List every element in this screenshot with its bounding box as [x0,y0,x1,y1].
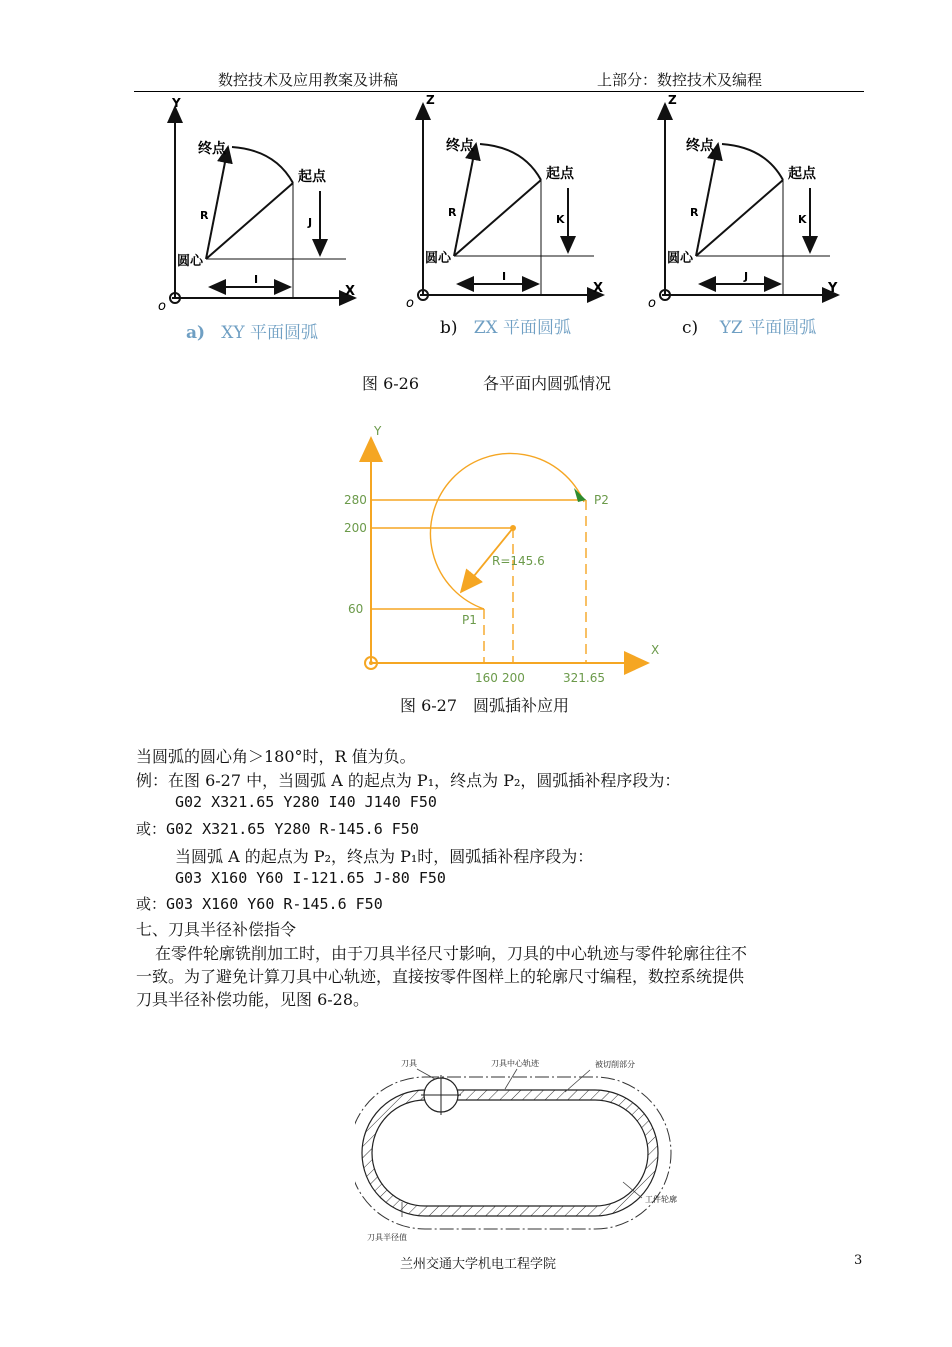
panel-b-axis-h: X [593,281,604,296]
fig-6-27-ytick-60: 60 [348,602,364,616]
para-line-3: 刀具半径补偿功能，见图 6-28。 [136,990,370,1009]
fig-6-28-radius-value: 刀具半径值 [367,1233,407,1242]
fig-6-28-tool: 刀具 [401,1059,417,1068]
panel-a-r: R [200,209,209,222]
panel-a-axis-h: X [345,284,356,299]
panel-b-dh: I [502,270,507,283]
fig-6-27-radius: R=145.6 [492,554,545,568]
panel-c-dv: K [798,213,807,226]
section-heading: 七、刀具半径补偿指令 [136,920,297,939]
panel-a-caption [186,318,318,343]
panel-a-end: 终点 [198,141,226,157]
panel-b-diagram [406,95,603,311]
text-line-2: 例：在图 6-27 中，当圆弧 A 的起点为 P₁，终点为 P₂，圆弧插补程序段为： [136,771,681,790]
fig-6-27-xtick-321: 321.65 [563,671,605,685]
panel-a-diagram [158,96,355,314]
fig-6-27-caption: 图 6-27 圆弧插补应用 [400,696,570,715]
fig-6-26-caption-number: 图 6-26 [362,374,420,393]
panel-b-end: 终点 [446,138,474,154]
header-rule [134,91,864,92]
panel-b-center: 圆心 [425,251,452,266]
panel-b-caption [440,313,571,338]
panel-b-r: R [448,206,457,219]
panel-c-r: R [690,206,699,219]
panel-a-dh: I [254,273,259,286]
fig-6-27-ytick-200: 200 [344,521,367,535]
fig-6-26 [150,95,860,345]
fig-6-28 [355,1052,695,1244]
panel-c-axis-v: Z [668,95,677,107]
panel-a-origin: o [158,299,166,314]
panel-a-start: 起点 [298,169,326,185]
para-line-2: 一致。为了避免计算刀具中心轨迹，直接按零件图样上的轮廓尺寸编程，数控系统提供 [136,967,745,986]
panel-b-label: b) [440,318,458,338]
fig-6-27-xtick-200: 200 [502,671,525,685]
panel-c-origin: o [648,296,656,311]
para-line-1: 在零件轮廓铣削加工时，由于刀具半径尺寸影响，刀具的中心轨迹与零件轮廓往往不 [155,944,748,963]
panel-b-dv: K [556,213,565,226]
panel-a-center: 圆心 [177,254,204,269]
fig-6-27-axis-x: X [651,643,660,657]
text-line-1: 当圆弧的圆心角＞180°时，R 值为负。 [136,747,416,766]
text-line-5: 当圆弧 A 的起点为 P₂，终点为 P₁时，圆弧插补程序段为： [175,847,594,866]
panel-b-axis-v: Z [426,95,435,107]
panel-c-title: YZ 平面圆弧 [719,318,817,338]
panel-b-start: 起点 [546,166,574,182]
fig-6-28-contour: 工件轮廓 [645,1195,677,1204]
fig-6-28-center-path: 刀具中心轨迹 [491,1059,539,1068]
footer-school: 兰州交通大学机电工程学院 [400,1257,557,1272]
panel-c-start: 起点 [788,166,816,182]
panel-c-caption [682,313,816,338]
fig-6-27-xtick-160: 160 [475,671,498,685]
panel-a-dv: J [308,216,313,229]
fig-6-27-ytick-280: 280 [344,493,367,507]
panel-c-dh: J [744,270,749,283]
panel-b-title: ZX 平面圆弧 [473,318,572,338]
text-line-6: G03 X160 Y60 I-121.65 J-80 F50 [175,869,446,887]
text-line-4: 或：G02 X321.65 Y280 R-145.6 F50 [136,820,419,838]
panel-c-diagram [648,95,838,311]
panel-c-label: c) [682,318,699,338]
panel-c-end: 终点 [686,138,714,154]
panel-a-label: a) [186,323,206,343]
panel-a-title: XY 平面圆弧 [221,323,319,343]
fig-6-27-p1: P1 [462,613,477,627]
fig-6-27-axis-y: Y [374,424,382,438]
text-line-3: G02 X321.65 Y280 I40 J140 F50 [175,793,437,811]
header-left: 数控技术及应用教案及讲稿 [218,71,399,89]
panel-c-center: 圆心 [667,251,694,266]
text-line-7: 或：G03 X160 Y60 R-145.6 F50 [136,895,383,913]
page-number: 3 [854,1253,863,1268]
header-right: 上部分：数控技术及编程 [597,71,763,89]
fig-6-27-p2: P2 [594,493,609,507]
fig-6-26-caption-text: 各平面内圆弧情况 [483,374,612,393]
fig-6-28-cut-part: 被切削部分 [595,1060,635,1069]
panel-b-origin: o [406,296,414,311]
fig-6-27 [330,420,670,690]
panel-c-axis-h: Y [828,281,838,296]
panel-a-axis-v: Y [172,96,181,110]
